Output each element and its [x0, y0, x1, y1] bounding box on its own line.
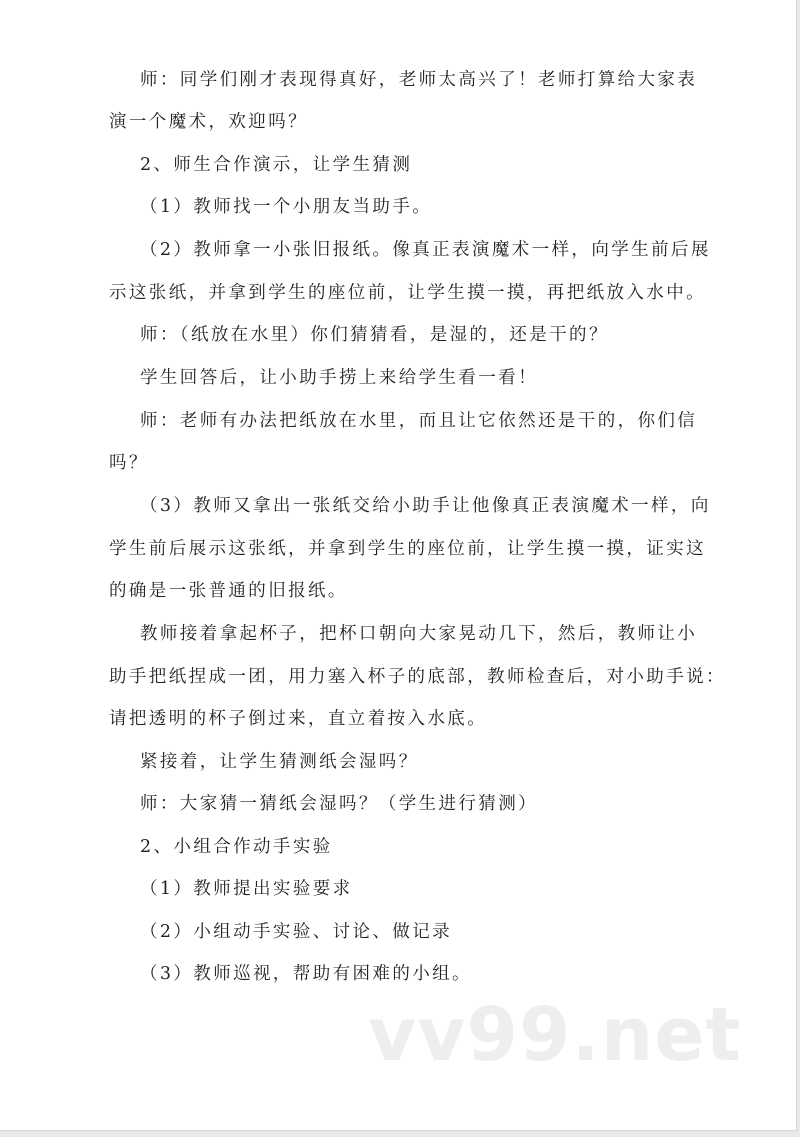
paragraph-line: 请把透明的杯子倒过来，直立着按入水底。	[109, 709, 488, 729]
paragraph-line: 示这张纸，并拿到学生的座位前，让学生摸一摸，再把纸放入水中。	[109, 283, 706, 303]
paragraph-line: （2）小组动手实验、讨论、做记录	[140, 922, 453, 942]
paragraph-line: 师：大家猜一猜纸会湿吗？（学生进行猜测）	[140, 794, 538, 814]
paragraph-line: 紧接着，让学生猜测纸会湿吗？	[140, 752, 419, 772]
paragraph-line: （1）教师提出实验要求	[140, 879, 353, 899]
paragraph-line: 的确是一张普通的旧报纸。	[109, 581, 348, 601]
paragraph-line: 教师接着拿起杯子，把杯口朝向大家晃动几下，然后，教师让小	[140, 624, 698, 644]
paragraph-line: 学生回答后，让小助手捞上来给学生看一看！	[140, 368, 538, 388]
watermark: vv99.net	[368, 992, 742, 1078]
section-heading: 2、小组合作动手实验	[140, 837, 333, 857]
paragraph-line: （1）教师找一个小朋友当助手。	[140, 197, 433, 217]
paragraph-line: （2）教师拿一小张旧报纸。像真正表演魔术一样，向学生前后展	[140, 240, 711, 260]
paragraph-line: 助手把纸捏成一团，用力塞入杯子的底部，教师检查后，对小助手说：	[109, 667, 726, 687]
paragraph-line: 师：同学们刚才表现得真好，老师太高兴了！老师打算给大家表	[140, 70, 698, 90]
section-heading: 2、师生合作演示，让学生猜测	[140, 155, 413, 175]
paragraph-line: （3）教师又拿出一张纸交给小助手让他像真正表演魔术一样，向	[140, 496, 711, 516]
paragraph-line: 演一个魔术，欢迎吗？	[109, 112, 308, 132]
paragraph-line: 师：（纸放在水里）你们猜猜看，是湿的，还是干的？	[140, 325, 609, 345]
paragraph-line: 师：老师有办法把纸放在水里，而且让它依然还是干的，你们信	[140, 411, 698, 431]
paragraph-line: 学生前后展示这张纸，并拿到学生的座位前，让学生摸一摸，证实这	[109, 539, 706, 559]
paragraph-line: 吗？	[109, 453, 149, 473]
paragraph-line: （3）教师巡视，帮助有困难的小组。	[140, 964, 472, 984]
